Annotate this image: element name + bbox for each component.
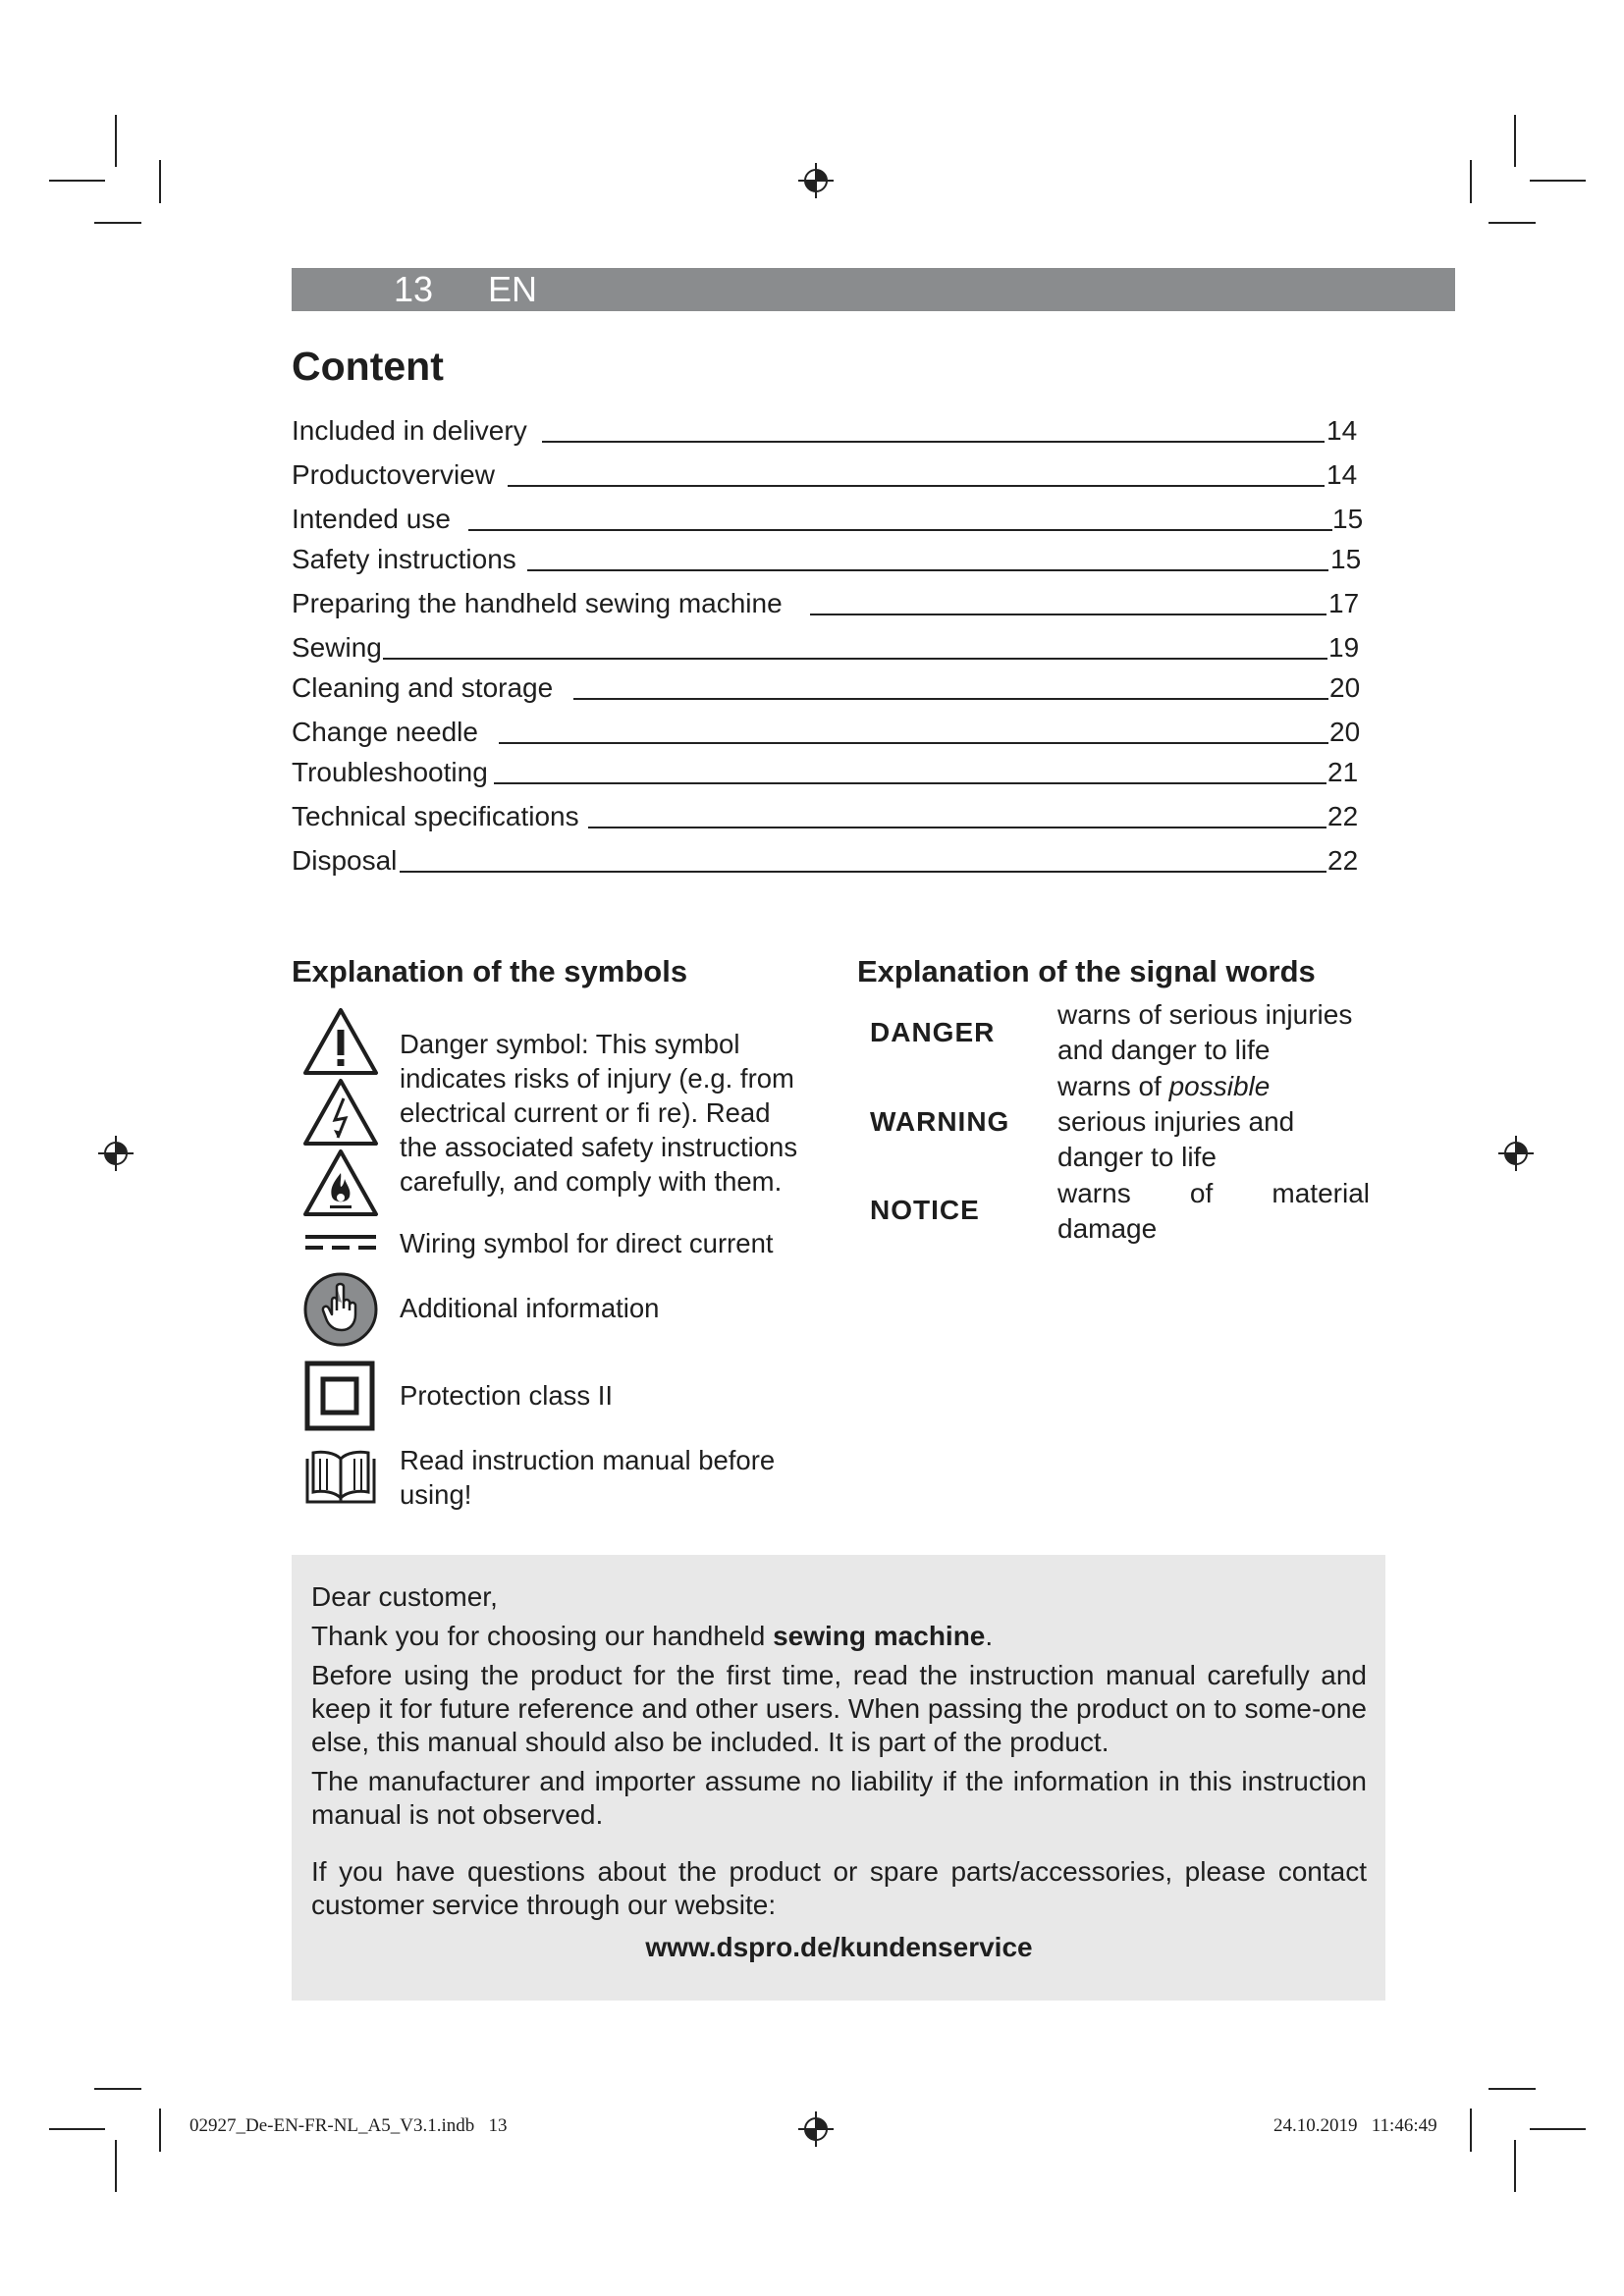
toc-item-label: Included in delivery (292, 415, 527, 446)
customer-thanks-pre: Thank you for choosing our handheld (311, 1621, 774, 1651)
electric-warning-icon (302, 1077, 379, 1148)
customer-thanks-post: . (985, 1621, 994, 1651)
crop-mark (1530, 180, 1586, 182)
signal-word-notice: NOTICE (870, 1195, 980, 1225)
toc-leader (383, 658, 1327, 660)
toc-item (292, 837, 1362, 877)
toc-item-label: Intended use (292, 504, 451, 534)
toc-item (292, 624, 1362, 664)
pointing-hand-icon (302, 1271, 379, 1348)
toc-item (292, 793, 1362, 832)
toc-item-label: Safety instructions (292, 544, 516, 574)
open-book-icon (303, 1447, 378, 1508)
toc-item-page: 20 (1329, 717, 1361, 747)
toc-item-page: 21 (1327, 757, 1359, 787)
warning-triangle-icon (302, 1006, 379, 1077)
toc-item-label: Troubleshooting (292, 757, 488, 787)
toc-item-label: Sewing (292, 632, 382, 663)
toc-leader (527, 569, 1328, 571)
dc-symbol-text: Wiring symbol for direct current (400, 1228, 774, 1258)
signal-desc-notice: warns of material damage (1057, 1178, 1370, 1244)
protection-symbol-text: Protection class II (400, 1380, 614, 1411)
crop-mark (1470, 2109, 1472, 2152)
crop-mark (159, 2109, 161, 2152)
footer-date: 24.10.2019 11:46:49 (1273, 2115, 1437, 2136)
signal-desc-warning-pre: warns of (1057, 1071, 1169, 1101)
page-number: 13 (394, 269, 434, 309)
toc-leader (588, 827, 1326, 828)
customer-paragraph-2: The manufacturer and importer assume no liability if the information in this instruction manual is not observed. (311, 1766, 1367, 1830)
toc-leader (400, 871, 1326, 873)
toc-item-page: 22 (1327, 801, 1359, 831)
customer-paragraph-3: If you have questions about the product or spare parts/accessories, please contact customer service through our website: (311, 1856, 1367, 1920)
crop-mark (1470, 160, 1472, 203)
language-code: EN (488, 269, 538, 309)
toc-item (292, 665, 1362, 704)
crop-mark (115, 2140, 117, 2192)
crop-mark (94, 2088, 141, 2090)
toc-leader (810, 614, 1326, 615)
customer-website[interactable]: www.dspro.de/kundenservice (645, 1932, 1033, 1962)
crop-mark (94, 222, 141, 224)
registration-mark-icon (1496, 1134, 1536, 1173)
toc-leader (468, 529, 1332, 531)
crop-mark (1514, 115, 1516, 167)
toc-item-page: 14 (1326, 459, 1358, 490)
crop-mark (1489, 222, 1536, 224)
signal-words-heading: Explanation of the signal words (857, 954, 1316, 988)
toc-leader (494, 782, 1326, 784)
crop-mark (49, 180, 105, 182)
toc-item (292, 536, 1362, 575)
customer-thanks-product: sewing machine (773, 1621, 986, 1651)
toc-leader (508, 485, 1325, 487)
danger-symbol-text: Danger symbol: This symbol indicates risks of injury (e.g. from electrical current or fi re). Read the associated safety instructions carefully, and comply with them. (400, 1029, 798, 1197)
toc-item-label: Disposal (292, 845, 398, 876)
crop-mark (49, 2128, 105, 2130)
signal-word-warning: WARNING (870, 1106, 1010, 1137)
toc-item (292, 580, 1362, 619)
registration-mark-icon (796, 161, 836, 200)
symbols-heading: Explanation of the symbols (292, 954, 688, 988)
toc-item-page: 15 (1332, 504, 1364, 534)
content-title: Content (292, 344, 444, 389)
toc-item-page: 14 (1326, 415, 1358, 446)
toc-item-label: Cleaning and storage (292, 672, 554, 703)
toc-item (292, 496, 1362, 535)
toc-leader (573, 698, 1328, 700)
signal-desc-warning-emphasis: possible (1168, 1071, 1271, 1101)
registration-mark-icon (96, 1134, 135, 1173)
manual-symbol-text: Read instruction manual before using! (400, 1445, 776, 1510)
toc-item-page: 19 (1328, 632, 1360, 663)
customer-paragraph-1: Before using the product for the first time, read the instruction manual carefully and keep it for future reference and other users. When passing the product on to some-one else, this manual should also be included. It is part of the product. (311, 1660, 1367, 1757)
crop-mark (1489, 2088, 1536, 2090)
toc-item-page: 17 (1328, 588, 1360, 618)
signal-desc-warning (1057, 1069, 1352, 1175)
toc-item-label: Preparing the handheld sewing machine (292, 588, 783, 618)
crop-mark (1514, 2140, 1516, 2192)
signal-desc-warning-post: serious injuries and danger to life (1057, 1106, 1295, 1172)
signal-word-danger: DANGER (870, 1017, 996, 1047)
signal-desc-danger: warns of serious injuries and danger to life (1057, 999, 1353, 1065)
protection-class-icon (304, 1361, 375, 1431)
toc-item-label: Technical specifications (292, 801, 579, 831)
toc-item (292, 749, 1362, 788)
crop-mark (159, 160, 161, 203)
crop-mark (115, 115, 117, 167)
toc-item-page: 15 (1330, 544, 1362, 574)
customer-thanks (311, 1620, 1367, 1653)
toc-item (292, 407, 1362, 447)
fire-warning-icon (302, 1148, 379, 1218)
page-header-bar (292, 268, 1455, 311)
customer-greeting: Dear customer, (311, 1581, 498, 1612)
customer-notice-box (292, 1555, 1385, 2001)
toc-item-page: 20 (1329, 672, 1361, 703)
toc-leader (499, 742, 1328, 744)
info-symbol-text: Additional information (400, 1293, 660, 1323)
toc-item-page: 22 (1327, 845, 1359, 876)
toc-item-label: Productoverview (292, 459, 495, 490)
footer-file-name: 02927_De-EN-FR-NL_A5_V3.1.indb 13 (189, 2115, 508, 2136)
toc-item (292, 452, 1362, 491)
toc-item-label: Change needle (292, 717, 478, 747)
toc-item (292, 709, 1362, 748)
direct-current-icon (305, 1233, 376, 1253)
crop-mark (1530, 2128, 1586, 2130)
registration-mark-icon (796, 2109, 836, 2149)
toc-leader (542, 441, 1325, 443)
